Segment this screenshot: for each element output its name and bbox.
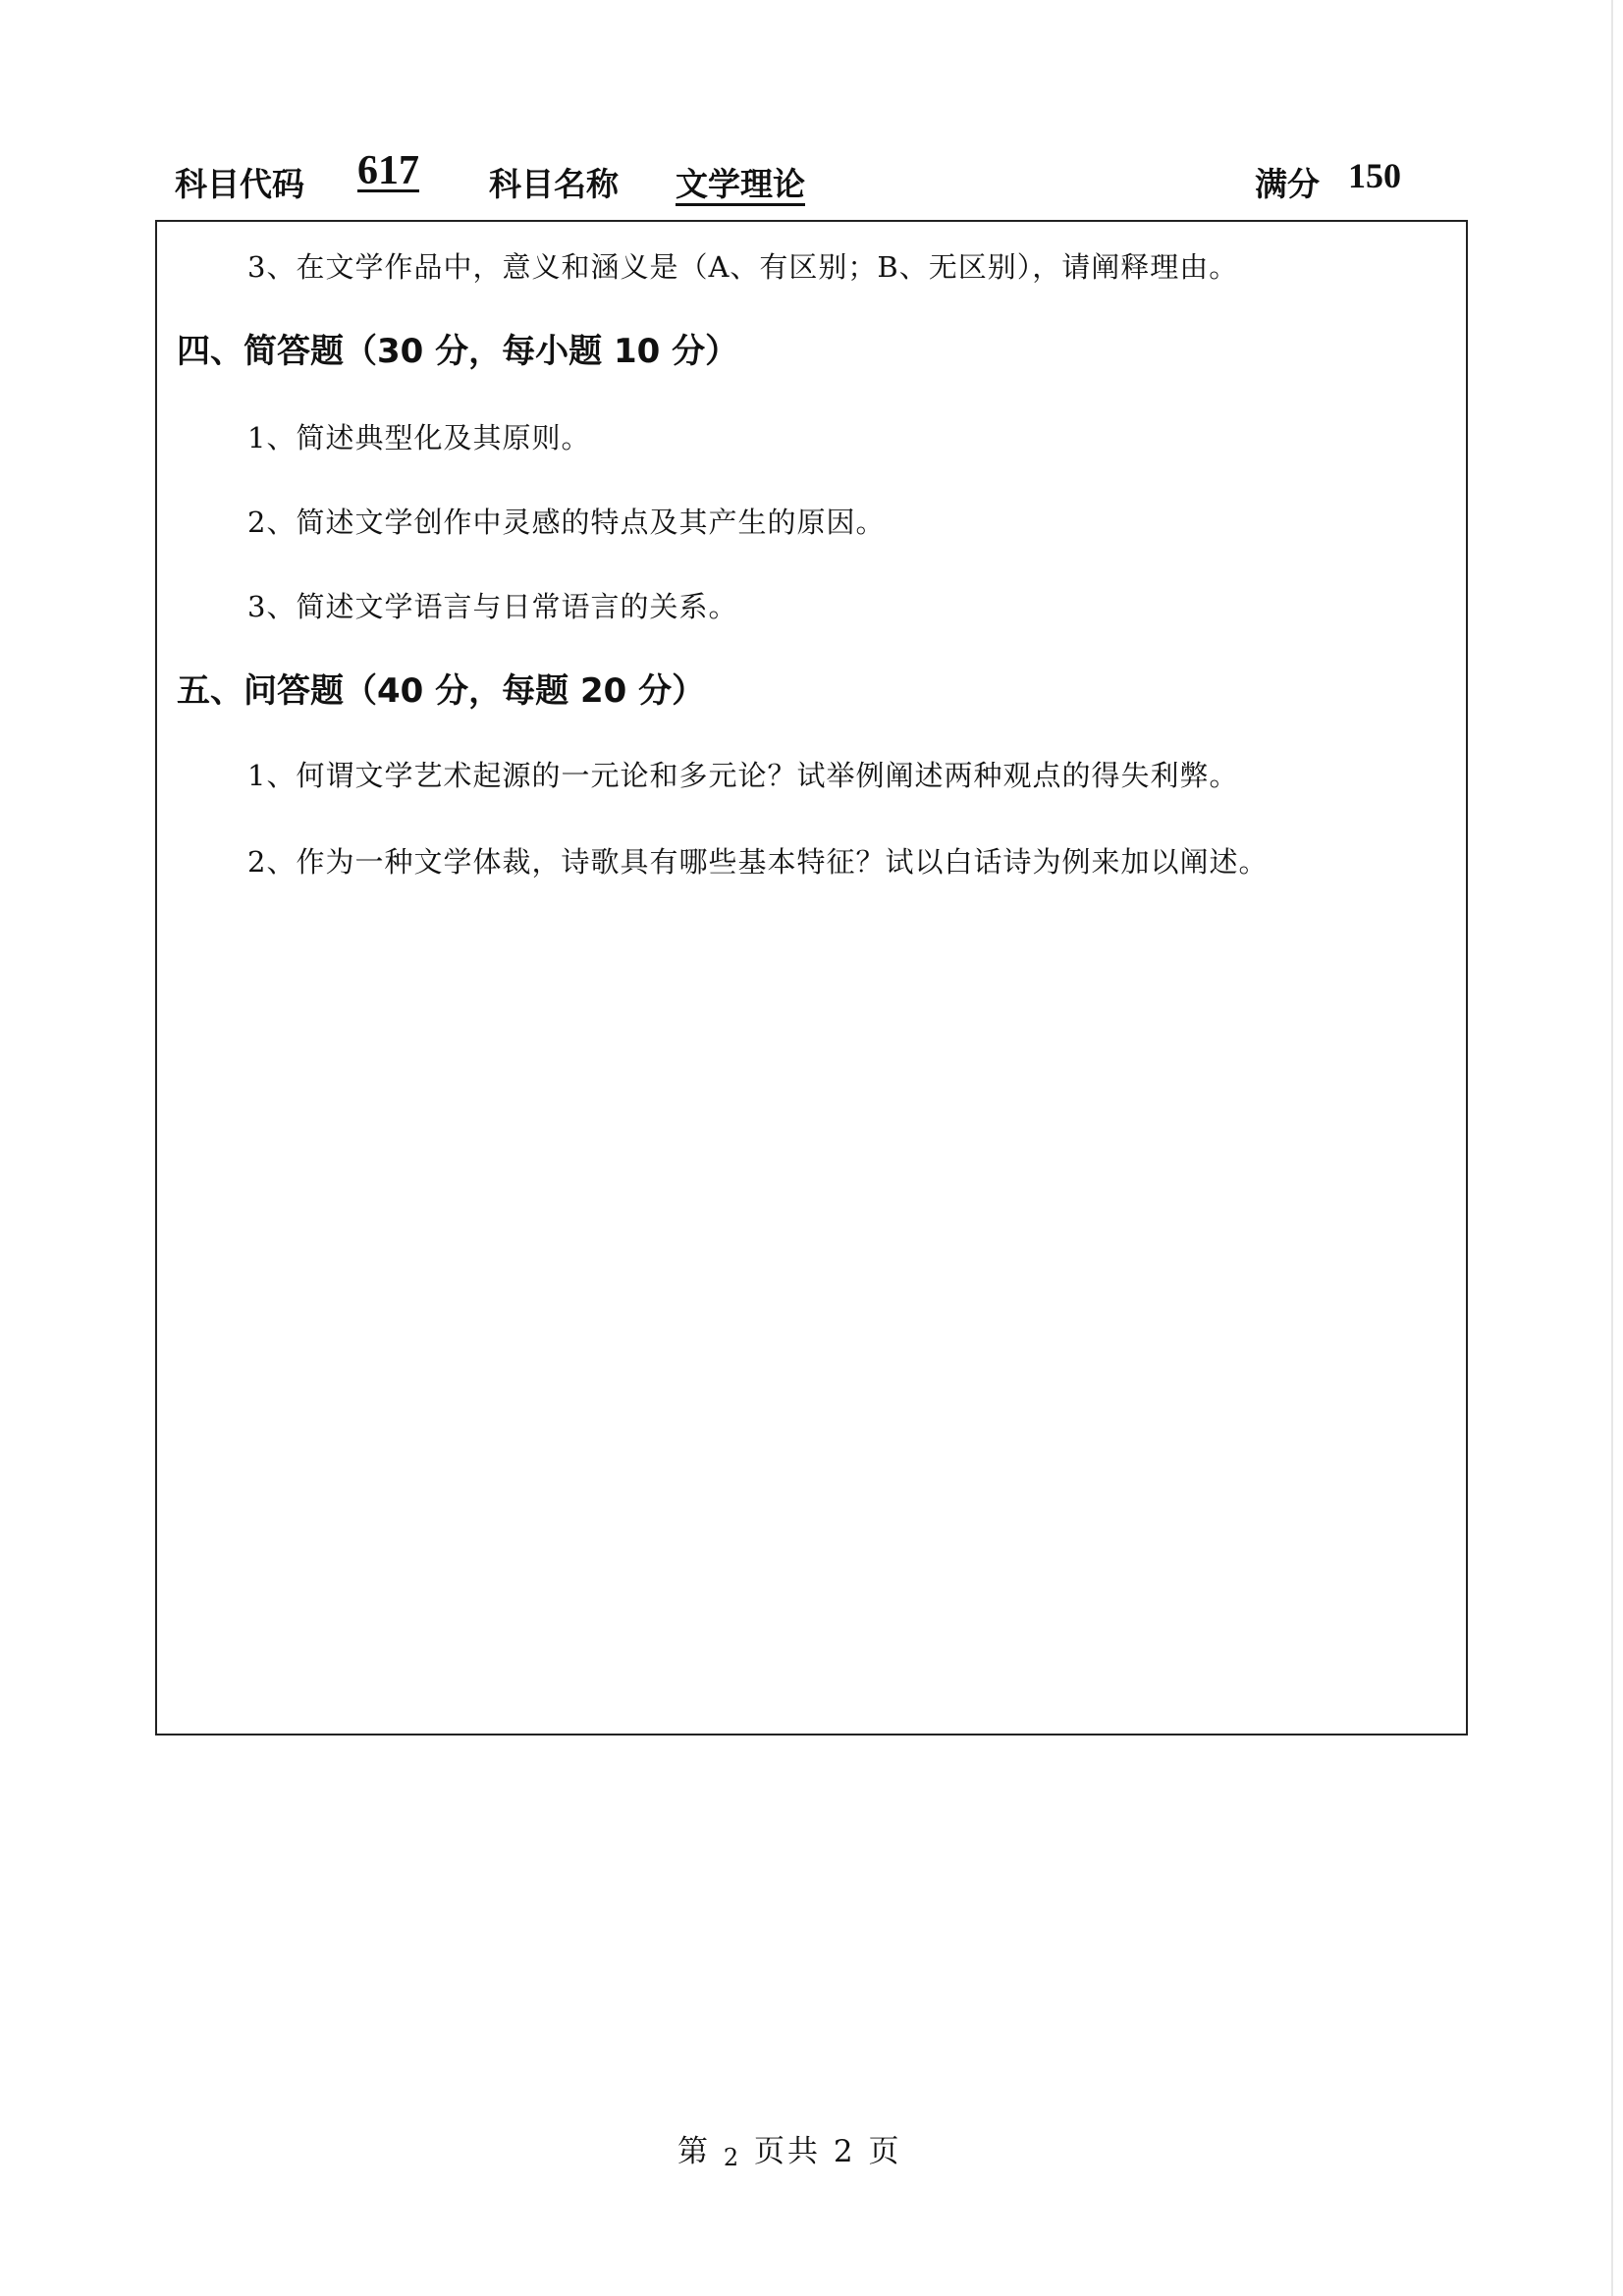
footer-middle: 页共	[754, 2134, 821, 2169]
scan-edge-line	[1611, 0, 1613, 2296]
exam-header	[175, 147, 1412, 206]
section-5-title: 五、问答题（40 分，每题 20 分）	[177, 671, 706, 711]
footer-prefix: 第	[677, 2134, 711, 2169]
footer-total-pages: 2	[833, 2134, 856, 2169]
footer-suffix: 页	[868, 2134, 902, 2169]
question-3-text: 3、在文学作品中，意义和涵义是（A、有区别；B、无区别），请阐释理由。	[247, 250, 1239, 284]
section-4-question-3: 3、简述文学语言与日常语言的关系。	[247, 590, 738, 623]
section-5-question-2: 2、作为一种文学体裁，诗歌具有哪些基本特征？试以白话诗为例来加以阐述。	[247, 845, 1269, 879]
section-5-question-1: 1、何谓文学艺术起源的一元论和多元论？试举例阐述两种观点的得失利弊。	[247, 759, 1239, 792]
page-footer	[677, 2126, 901, 2170]
subject-name-label: 科目名称	[489, 165, 619, 203]
subject-name-value: 文学理论	[676, 165, 805, 203]
subject-code-value: 617	[357, 148, 419, 193]
full-score-value: 150	[1348, 156, 1401, 195]
section-4-title: 四、简答题（30 分，每小题 10 分）	[177, 332, 739, 371]
section-4-question-2: 2、简述文学创作中灵感的特点及其产生的原因。	[247, 506, 886, 539]
section-4-question-1: 1、简述典型化及其原则。	[247, 421, 591, 454]
footer-page-number: 2	[723, 2144, 742, 2171]
full-score-label: 满分	[1255, 165, 1320, 203]
subject-code-label: 科目代码	[175, 165, 304, 203]
